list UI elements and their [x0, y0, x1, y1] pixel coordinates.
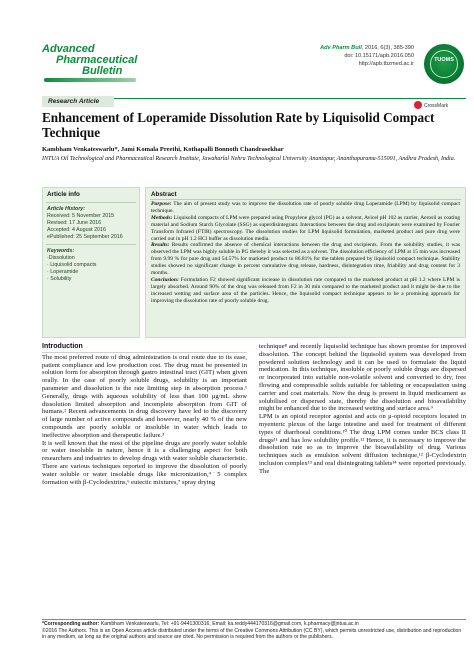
keyword-item: · Liquisolid compacts: [47, 262, 97, 268]
license-text: ©2016 The Authors. This is an Open Access article distributed under the terms of the Creative Commons Attribution (CC BY), which permits unrestricted use, distribution and reproduction in any medium, as long as the original authors and source are cited. No permission is required from the authors or the publishers.: [42, 627, 462, 641]
journal-logo-line-3: Bulletin: [82, 65, 123, 77]
keywords-heading: Keywords:: [47, 248, 75, 254]
citation-url[interactable]: http://apb.tbzmed.ac.ir: [358, 61, 414, 67]
article-info-box: [42, 187, 140, 338]
abstract-results: [146, 242, 465, 277]
corresponding-author: [42, 621, 466, 628]
crossmark-label: CrossMark: [424, 103, 449, 109]
abstract-purpose: [146, 201, 465, 215]
keyword-item: ·Dissolution: [47, 255, 75, 261]
history-line: Received: 5 November 2015: [47, 213, 115, 219]
university-seal-icon: [424, 44, 464, 84]
methods-label: Methods:: [151, 214, 173, 221]
body-paragraph: It is well known that the most of the pipeline drugs are poorly water soluble or water insoluble in nature, hence it is a challenging aspect for both researchers and industries to develop drugs with water soluble characteristic. There are various techniques reported to improve the dissolution of poorly water soluble or water insolable drugs like micronization,⁴˙5 complex formation with β-Cyclodextrins,⁶ eutectic mixtures,⁷ spray drying: [42, 439, 247, 486]
journal-logo-line-2: Pharmaceutical: [56, 54, 138, 66]
purpose-label: Purpose:: [151, 201, 172, 207]
footnotes: [42, 621, 466, 641]
corr-text: Kambham Venkateswarlu, Tel: +91-9441300316, Email: ka.reddy444170316@gmail.com, k.pharmacy@jntua.ac.in: [99, 621, 359, 627]
abstract-heading: Abstract: [151, 191, 177, 198]
abstract-conclusion: [146, 277, 465, 305]
corr-label: *Corresponding author:: [42, 621, 100, 627]
body-column-right: [259, 343, 466, 476]
conclusion-label: Conclusion:: [151, 276, 179, 283]
results-text: Results confirmed the absence of chemical interactions between the drug and excipients. From the solubility studies, it was observed the LPM was highly soluble in PG thereby it was selected as a solvent. The dissolution efficiency of LPM at 15 min was increased from 9.99 % for pure drug and 54.57% for marketed product to 86.81% for the tablets prepared by liquisolid compact technique. Stability studies showed no significant change in percent cumulative drug release, hardness, disintegration time, friability and drug content for 3 months.: [151, 242, 460, 277]
history-line: ePublished: 25 September 2016: [47, 234, 123, 240]
abstract-divider: [150, 199, 461, 200]
article-authors: Kambham Venkateswarlu*, Jami Komala Preethi, Kothapalli Bonnoth Chandrasekhar: [42, 146, 284, 153]
history-line: Accepted: 4 August 2016: [47, 227, 106, 233]
history-line: Article History:: [47, 206, 85, 212]
journal-logo: [42, 44, 152, 94]
seal-text: TUOMS: [434, 57, 454, 63]
crossmark-icon: [414, 101, 422, 109]
keyword-item: · Solubility: [47, 276, 72, 282]
info-divider: [46, 202, 136, 203]
conclusion-text: Formulation F2 showed significant increase in dissolution rate compared to the marketed product at pH 1.2 where LPM is largely absorbed. Around 90% of the drug was released from F2 in 30 min compared to the marketed product and it might be due to the increased wetting and surface area of the particles. Hence, the liquisolid compact technique appears to be a promising approach for improving the dissolution rate of poorly soluble drug.: [151, 276, 460, 304]
body-paragraph: The most preferred route of drug administration is oral route due to its ease, patient compliance and low production cost. The drug must be presented in solution form for absorption through gastro intestinal tract (GIT) when given orally. In the case of poorly soluble drugs, solubility is an important parameter and dissolution is the rate limiting step in absorption process.¹ Generally, drugs with aqueous solubility of less than 100 μg/mL show dissolution limited absorption and incomplete absorption from GIT of humans.² Recent advancements in drug discovery have led to the discovery of large number of active compounds and however, nearly 40 % of the new compounds are poorly soluble or insoluble in water which leads to ineffective absorption and therapeutic failure.³: [42, 353, 247, 439]
body-column-left: [42, 343, 247, 486]
purpose-text: The aim of present study was to improve the dissolution rate of poorly soluble drug Loperamide (LPM) by liquisolid compact technique.: [151, 201, 460, 214]
body-paragraph: technique⁸ and recently liquisolid technique has shown promise for improved dissolution. The concept behind the liquisolid system was developed from powdered solution technology and it can be used to formulate the liquid medication. In this technique, insoluble or poorly soluble drugs are dispersed or incorporated into suitable non-volatile solvent and converted to dry, free flowing and compressible solids suitable for tableting or encapsulation using carrier and coat materials. Now the drug is present in liquid medicament as solubilised or dispersed state, thereby the dissolution and bioavailability might be enhanced due to the increased wetting and surface area.⁹: [259, 343, 466, 413]
journal-logo-line-1: Advanced: [42, 43, 95, 55]
history-line: Revised: 17 June 2016: [47, 220, 102, 226]
article-title: Enhancement of Loperamide Dissolution Rate by Liquisolid Compact Technique: [42, 110, 435, 140]
footer-rule: [42, 619, 466, 620]
article-info-heading: Article info: [47, 191, 80, 198]
citation-journal: Adv Pharm Bull: [320, 45, 362, 51]
introduction-heading: Introduction: [42, 343, 247, 353]
citation-volume: , 2016, 6(3), 385-390: [361, 45, 414, 51]
article-affiliation: INTUA Oil Technological and Pharmaceutical Research Institute, Jawaharlal Nehru Technological University Anantapur, Ananthapuramu-515001, Andhra Pradesh, India.: [42, 156, 456, 162]
abstract-methods: [146, 215, 465, 243]
results-label: Results:: [151, 242, 170, 249]
citation-doi[interactable]: doi: 10.15171/apb.2016.050: [344, 53, 414, 59]
keyword-item: · Loperamide: [47, 269, 79, 275]
article-type-tag: Research Article: [42, 96, 114, 107]
info-divider: [46, 244, 136, 245]
logo-swoosh: [44, 78, 136, 82]
abstract-box: [145, 187, 466, 338]
body-paragraph: LPM is an opioid receptor agonist and acts on μ-opioid receptors located in myenteric plexus of the large intestine and used for treatment of different types of diarrhoeal conditions.¹⁰ The drug LPM comes under BCS class II drugs¹¹ and has low solubility profile.¹² Hence, it is necessary to improve the dissolution rate so as to improve the bioavailability of drug. Various techniques such as emulsion solvent diffusion technique,¹² β-Cyclodextrin inclusion complex¹³ and oral disintegrating tablets¹⁴ were reported previously. The: [259, 413, 466, 475]
citation-block: [320, 44, 414, 68]
methods-text: Liquisolid compacts of LPM were prepared using Propylene glycol (PG) as a solvent, Avicel pH 102 as carrier, Aerosil as coating material and Sodium Starch Glycolate (SSG) as superdisintegrant. Interactions between the drug and excipients were examined by Fourier Transform Infrared (FTIR) spectroscopy. The dissolution studies for LPM liquisolid formulation, marketed product and pure drug were carried out in pH 1.2 HCl buffer as dissolution media.: [151, 214, 460, 242]
